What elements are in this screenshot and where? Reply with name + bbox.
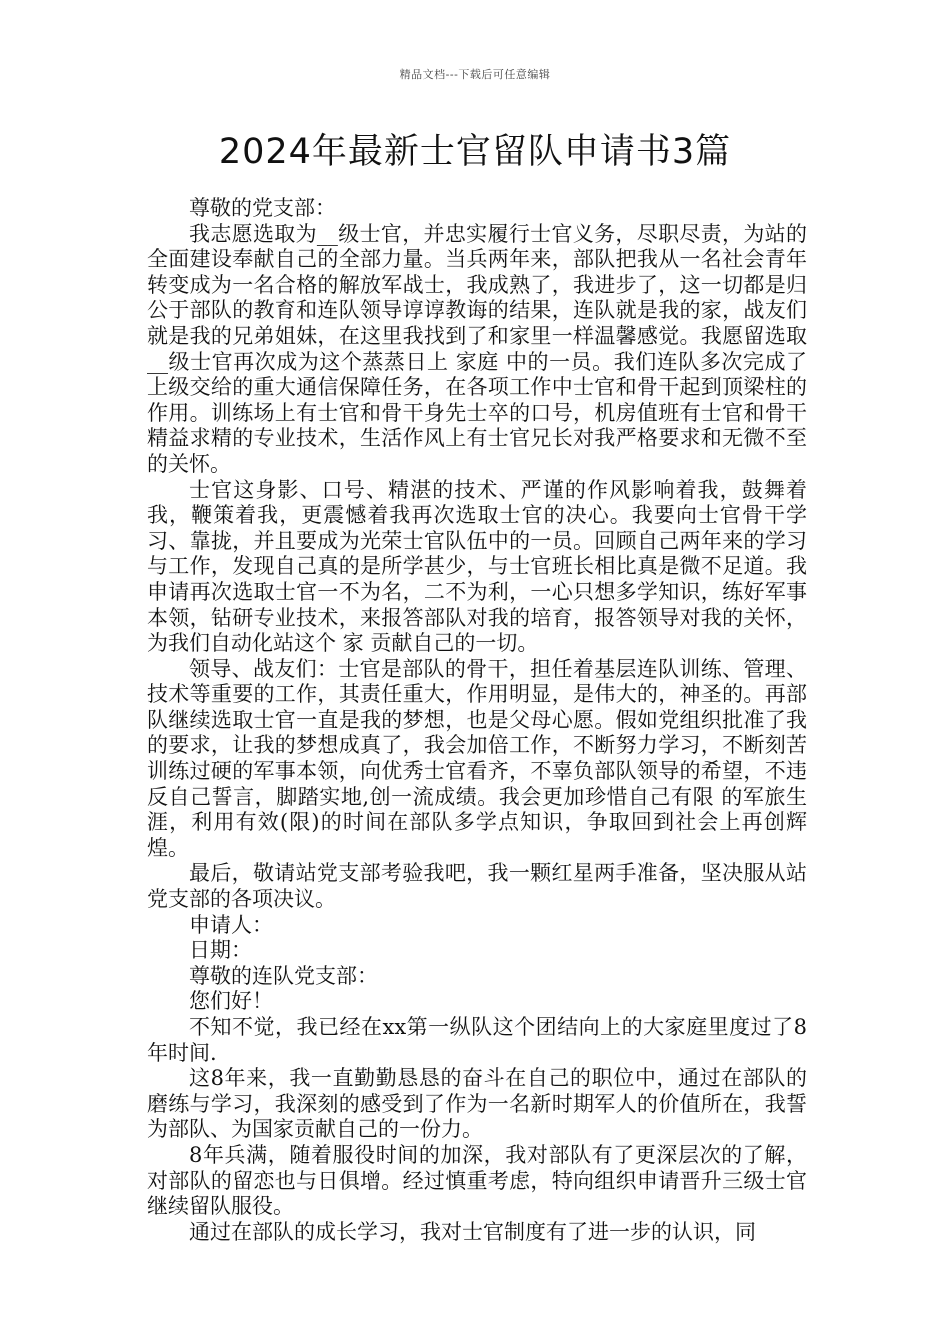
salutation: 尊敬的党支部： (189, 196, 336, 220)
body-paragraph: 我志愿选取为__级士官，并忠实履行士官义务，尽职尽责，为站的全面建设奉献自己的全部力量。当兵两年来，部队把我从一名社会青年转变成为一名合格的解放军战士，我成熟了，我进步了，这一切都是归公于部队的教育和连队领导谆谆教诲的结果，连队就是我的家，战友们就是我的兄弟姐妹，在这里我找到了和家里一样温馨感觉。我愿留选取__级士官再次成为这个蒸蒸日上 家庭 中的一员。我们连队多次完成了上级交给的重大通信保障任务，在各项工作中士官和骨干起到顶梁柱的作用。训练场上有士官和骨干身先士卒的口号，机房值班有士官和骨干精益求精的专业技术，生活作风上有士官兄长对我严格要求和无微不至的关怀。 (147, 221, 807, 476)
page-header-note: 精品文档---下载后可任意编辑 (399, 68, 551, 81)
greeting: 您们好！ (189, 989, 273, 1014)
date-line: 日期： (189, 938, 252, 963)
document-title: 2024年最新士官留队申请书3篇 (218, 132, 732, 172)
body-paragraph: 这8年来，我一直勤勤恳恳的奋斗在自己的职位中，通过在部队的磨练与学习，我深刻的感受到了作为一名新时期军人的价值所在，我誓为部队、为国家贡献自己的一份力。 (147, 1066, 807, 1142)
body-paragraph: 8年兵满，随着服役时间的加深，我对部队有了更深层次的了解，对部队的留恋也与日俱增。经过慎重考虑，特向组织申请晋升三级士官继续留队服役。 (147, 1142, 807, 1219)
body-paragraph: 通过在部队的成长学习，我对士官制度有了进一步的认识，同 (189, 1219, 756, 1244)
body-paragraph: 士官这身影、口号、精湛的技术、严谨的作风影响着我，鼓舞着我，鞭策着我，更震憾着我再次选取士官的决心。我要向士官骨干学习、靠拢，并且要成为光荣士官队伍中的一员。回顾自己两年来的学习与工作，发现自己真的是所学甚少，与士官班长相比真是微不足道。我申请再次选取士官一不为名，二不为利，一心只想多学知识，练好军事本领，钻研专业技术，来报答部队对我的培育，报答领导对我的关怀，为我们自动化站这个 家 贡献自己的一切。 (147, 477, 807, 656)
applicant-line: 申请人： (189, 912, 273, 937)
document-body (147, 196, 807, 1245)
body-paragraph: 最后，敬请站党支部考验我吧，我一颗红星两手准备，坚决服从站党支部的各项决议。 (147, 861, 807, 912)
salutation: 尊敬的连队党支部： (189, 963, 378, 988)
body-paragraph: 不知不觉，我已经在xx第一纵队这个团结向上的大家庭里度过了8年时间. (147, 1015, 807, 1065)
body-paragraph: 领导、战友们：士官是部队的骨干，担任着基层连队训练、管理、技术等重要的工作，其责任重大，作用明显，是伟大的，神圣的。再部队继续选取士官一直是我的梦想，也是父母心愿。假如党组织批准了我的要求，让我的梦想成真了，我会加倍工作，不断努力学习，不断刻苦训练过硬的军事本领，向优秀士官看齐，不辜负部队领导的希望，不违反自己誓言，脚踏实地,创一流成绩。我会更加珍惜自己有限 的军旅生涯，利用有效(限)的时间在部队多学点知识，争取回到社会上再创辉煌。 (147, 656, 807, 860)
